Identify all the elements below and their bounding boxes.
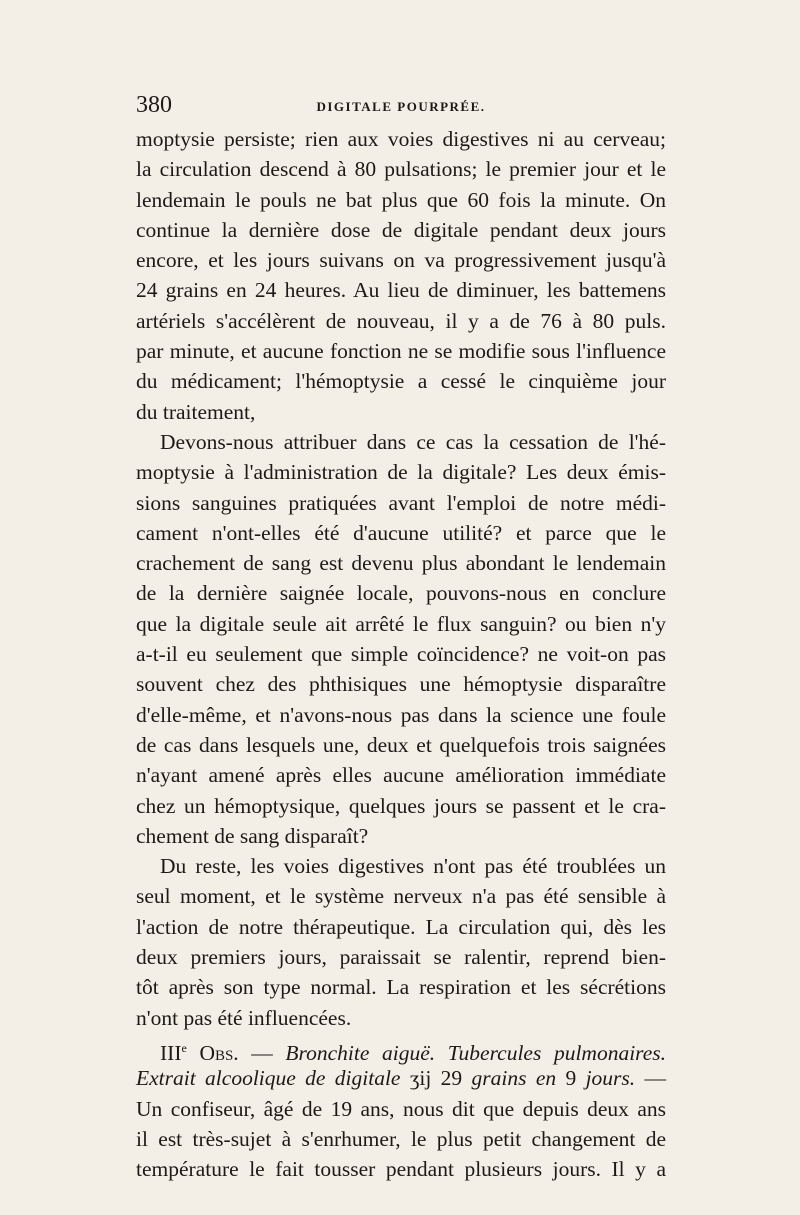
obs-number-superscript: e bbox=[181, 1040, 187, 1055]
text-line: il est très-sujet à s'enrhumer, le plus petit changement de bbox=[136, 1126, 666, 1151]
obs-dash: — bbox=[238, 1041, 286, 1066]
paragraph-start-line: Du reste, les voies digestives n'ont pas été troublées un bbox=[160, 854, 666, 879]
text-line: l'action de notre thérapeutique. La circulation qui, dès les bbox=[136, 914, 666, 939]
text-line: moptysie à l'administration de la digitale? Les deux émis- bbox=[136, 460, 666, 485]
text-line: température le fait tousser pendant plusieurs jours. Il y a bbox=[136, 1157, 666, 1182]
text-line: deux premiers jours, paraissait se ralentir, reprend bien- bbox=[136, 945, 666, 970]
page-header bbox=[136, 92, 666, 122]
text-line: artériels s'accélèrent de nouveau, il y a de 76 à 80 puls. bbox=[136, 308, 666, 333]
text-line: moptysie persiste; rien aux voies digestives ni au cerveau; bbox=[136, 127, 666, 151]
obs-days: jours. bbox=[576, 1066, 636, 1091]
paragraph-end-line: n'ont pas été influencées. bbox=[136, 1005, 352, 1030]
obs-en: en bbox=[526, 1066, 566, 1091]
text-line: du médicament; l'hémoptysie a cessé le cinquième jour bbox=[136, 369, 666, 394]
text-line: d'elle-même, et n'avons-nous pas dans la science une foule bbox=[136, 702, 666, 727]
observation-subtitle bbox=[136, 1063, 666, 1093]
text-line: la circulation descend à 80 pulsations; le premier jour et le bbox=[136, 157, 666, 182]
paragraph-start-line: Devons-nous attribuer dans ce cas la cessation de l'hé- bbox=[160, 429, 666, 454]
page-number: 380 bbox=[136, 92, 172, 118]
obs-label: Obs. bbox=[199, 1041, 239, 1066]
text-line: de cas dans lesquels une, deux et quelquefois trois saignées bbox=[136, 732, 666, 757]
text-line: souvent chez des phthisiques une hémoptysie disparaître bbox=[136, 672, 666, 697]
text-line: crachement de sang est devenu plus abondant le lendemain bbox=[136, 551, 666, 576]
obs-number: III bbox=[160, 1041, 182, 1066]
paragraph-end-line: du traitement, bbox=[136, 399, 256, 424]
text-body bbox=[136, 124, 666, 1184]
text-line: par minute, et aucune fonction ne se modifie sous l'influence bbox=[136, 339, 666, 364]
observation-heading bbox=[136, 1033, 667, 1066]
text-line: seul moment, et le système nerveux n'a pas été sensible à bbox=[136, 884, 666, 909]
obs-dash-2: — bbox=[635, 1066, 666, 1091]
text-line: de la dernière saignée locale, pouvons-nous en conclure bbox=[136, 581, 666, 606]
text-line: chez un hémoptysique, quelques jours se passent et le cra- bbox=[136, 793, 666, 818]
text-line: sions sanguines pratiquées avant l'emploi de notre médi- bbox=[136, 490, 666, 515]
text-line: que la digitale seule ait arrêté le flux sanguin? ou bien n'y bbox=[136, 611, 666, 636]
obs-dose: ʒij 29 bbox=[400, 1066, 472, 1091]
obs-subtitle: Extrait alcoolique de digitale bbox=[136, 1066, 401, 1091]
running-title: DIGITALE POURPRÉE. bbox=[316, 99, 486, 114]
text-line: lendemain le pouls ne bat plus que 60 fois la minute. On bbox=[136, 187, 666, 212]
text-line: continue la dernière dose de digitale pendant deux jours bbox=[136, 217, 666, 242]
obs-grains: grains bbox=[471, 1066, 527, 1091]
text-line: Un confiseur, âgé de 19 ans, nous dit que depuis deux ans bbox=[136, 1096, 666, 1121]
text-line: encore, et les jours suivans on va progressivement jusqu'à bbox=[136, 248, 666, 273]
text-line: 24 grains en 24 heures. Au lieu de diminuer, les battemens bbox=[136, 278, 666, 303]
text-line: a-t-il eu seulement que simple coïncidence? ne voit-on pas bbox=[136, 642, 666, 667]
text-line: tôt après son type normal. La respiration et les sécrétions bbox=[136, 975, 666, 1000]
paragraph-end-line: chement de sang disparaît? bbox=[136, 823, 369, 848]
obs-days-number: 9 bbox=[565, 1066, 577, 1091]
obs-title: Bronchite aiguë. Tubercules pulmonaires. bbox=[285, 1041, 667, 1066]
text-line: n'ayant amené après elles aucune amélioration immédiate bbox=[136, 763, 666, 788]
text-line: cament n'ont-elles été d'aucune utilité? et parce que le bbox=[136, 520, 666, 545]
